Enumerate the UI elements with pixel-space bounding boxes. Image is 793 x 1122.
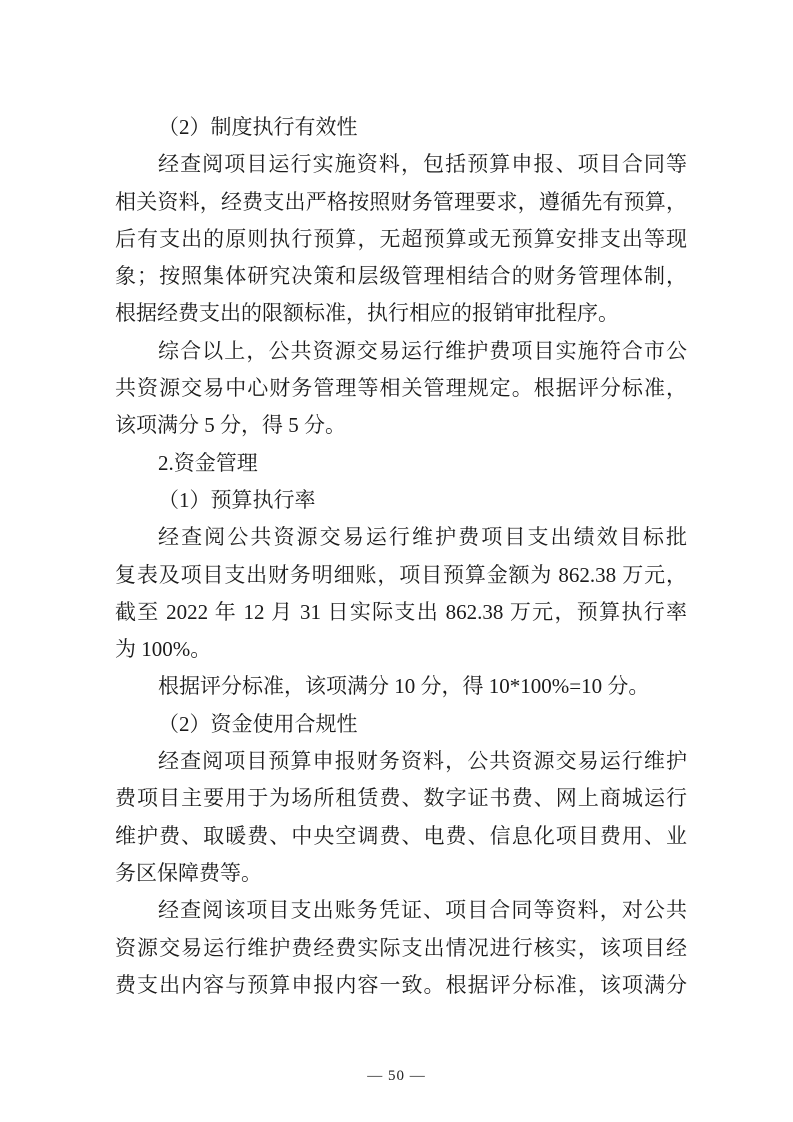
doc-line: 费项目主要用于为场所租赁费、数字证书费、网上商城运行 xyxy=(115,786,687,811)
doc-line: 经查阅该项目支出账务凭证、项目合同等资料，对公共 xyxy=(158,898,687,923)
doc-heading-line: 2.资金管理 xyxy=(158,450,258,475)
page-number: — 50 — xyxy=(367,1068,426,1084)
doc-line: 为 100%。 xyxy=(115,637,212,662)
doc-line: 资源交易运行维护费经费实际支出情况进行核实，该项目经 xyxy=(115,935,687,960)
doc-line: 综合以上，公共资源交易运行维护费项目实施符合市公 xyxy=(158,338,687,363)
doc-line: 根据评分标准，该项满分 10 分，得 10*100%=10 分。 xyxy=(158,674,650,699)
doc-line: 经查阅公共资源交易运行维护费项目支出绩效目标批 xyxy=(158,525,687,550)
doc-line: 经查阅项目预算申报财务资料，公共资源交易运行维护 xyxy=(158,749,687,774)
doc-line: 维护费、取暖费、中央空调费、电费、信息化项目费用、业 xyxy=(115,823,687,848)
doc-heading-line: （2）资金使用合规性 xyxy=(158,711,358,736)
doc-line: 共资源交易中心财务管理等相关管理规定。根据评分标准， xyxy=(115,376,687,401)
doc-line: 费支出内容与预算申报内容一致。根据评分标准，该项满分 xyxy=(115,972,687,997)
doc-line: 根据经费支出的限额标准，执行相应的报销审批程序。 xyxy=(115,301,619,326)
document-body xyxy=(115,109,687,1004)
doc-heading-line: （1）预算执行率 xyxy=(158,487,316,512)
doc-line: 务区保障费等。 xyxy=(115,860,262,885)
doc-line: 后有支出的原则执行预算，无超预算或无预算安排支出等现 xyxy=(115,226,687,251)
doc-line: 象；按照集体研究决策和层级管理相结合的财务管理体制， xyxy=(115,264,687,289)
doc-line: 相关资料，经费支出严格按照财务管理要求，遵循先有预算， xyxy=(115,189,687,214)
doc-line: 经查阅项目运行实施资料，包括预算申报、项目合同等 xyxy=(158,152,687,177)
doc-heading-line: （2）制度执行有效性 xyxy=(158,115,358,139)
doc-line: 该项满分 5 分，得 5 分。 xyxy=(115,413,346,438)
doc-line: 截至 2022 年 12 月 31 日实际支出 862.38 万元，预算执行率 xyxy=(115,599,687,624)
doc-line: 复表及项目支出财务明细账，项目预算金额为 862.38 万元， xyxy=(115,562,687,587)
